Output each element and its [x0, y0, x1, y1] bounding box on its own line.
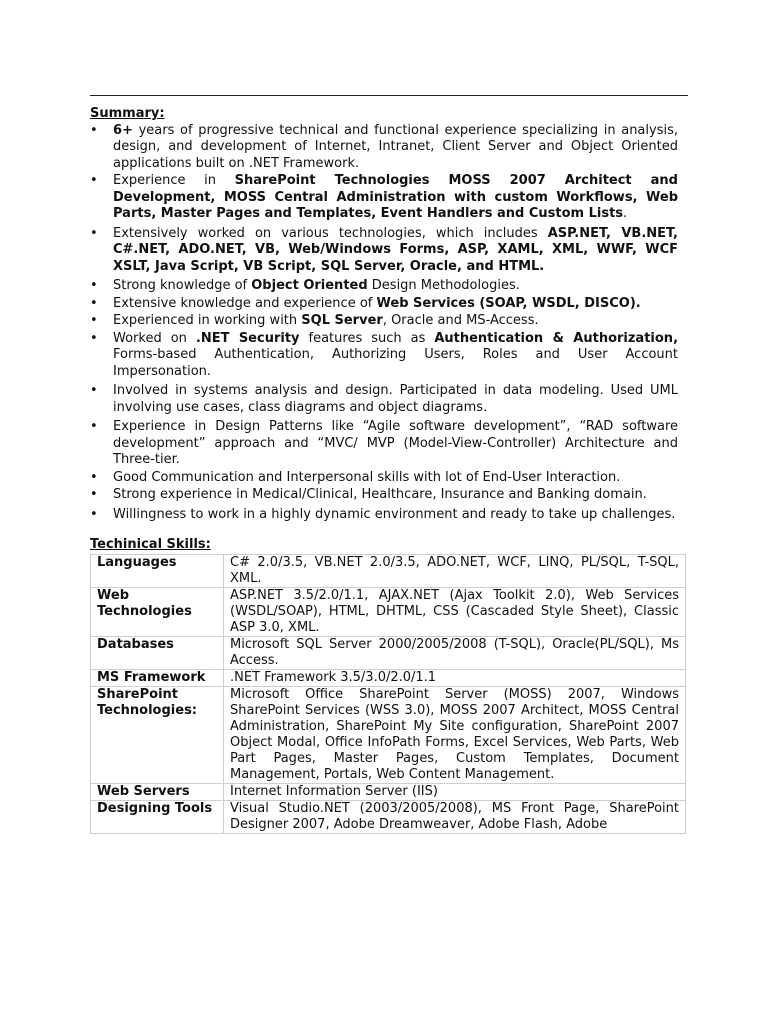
skills-row [91, 636, 686, 669]
skill-category: Designing Tools [91, 800, 224, 833]
skill-value: Microsoft SQL Server 2000/2005/2008 (T-SQL), Oracle(PL/SQL), Ms Access. [224, 636, 686, 669]
summary-text-bold: Object Oriented [251, 278, 368, 293]
skills-table [90, 554, 686, 834]
skills-row [91, 554, 686, 587]
skill-category: Languages [91, 554, 224, 587]
summary-item [90, 507, 678, 524]
skill-category: SharePoint Technologies: [91, 686, 224, 783]
summary-text: Extensively worked on various technologies, which includes [113, 225, 548, 241]
summary-text: Experience in [113, 173, 235, 188]
resume-content [90, 106, 678, 834]
summary-text: Extensive knowledge and experience of [113, 295, 377, 311]
skills-row [91, 800, 686, 833]
summary-text-bold: Authentication & Authorization, [434, 330, 679, 346]
summary-text-bold: Web Services (SOAP, WSDL, DISCO). [376, 295, 641, 311]
skill-value: C# 2.0/3.5, VB.NET 2.0/3.5, ADO.NET, WCF, LINQ, PL/SQL, T-SQL, XML. [224, 554, 686, 587]
skill-category: Web Servers [91, 783, 224, 800]
summary-item [90, 123, 678, 173]
summary-text: features such as [299, 330, 435, 346]
summary-text: Strong experience in Medical/Clinical, Healthcare, Insurance and Banking domain. [113, 487, 647, 502]
skills-row [91, 783, 686, 800]
summary-item [90, 487, 678, 504]
skill-value: Microsoft Office SharePoint Server (MOSS) 2007, Windows SharePoint Services (WSS 3.0), MOSS 2007 Architect, MOSS Central Administration, SharePoint My Site configuration, SharePoint 2007 Object Modal, Office InfoPath Forms, Excel Services, Web Parts, Web Part Pages, Master Pages, Custom Templates, Document Management, Portals, Web Content Management. [224, 686, 686, 783]
header-divider [90, 95, 688, 96]
summary-text: Experienced in working with [113, 313, 302, 328]
summary-item [90, 173, 678, 223]
summary-item [90, 313, 678, 330]
skills-row [91, 669, 686, 686]
skill-value: .NET Framework 3.5/3.0/2.0/1.1 [224, 669, 686, 686]
summary-text: . [623, 206, 628, 221]
summary-item [90, 226, 678, 276]
skill-category: Web Technologies [91, 587, 224, 636]
summary-text: years of progressive technical and functional experience specializing in analysis, design, and development of Internet, Intranet, Client Server and Object Oriented applications built on .NET Framework. [113, 122, 678, 171]
summary-text-bold: .NET Security [195, 330, 300, 346]
skill-value: ASP.NET 3.5/2.0/1.1, AJAX.NET (Ajax Toolkit 2.0), Web Services (WSDL/SOAP), HTML, DHTML, CSS (Cascaded Style Sheet), Classic ASP 3.0, XML. [224, 587, 686, 636]
summary-item [90, 296, 678, 313]
summary-text: , Oracle and MS-Access. [382, 313, 539, 328]
summary-item [90, 278, 678, 295]
summary-text: Strong knowledge of [113, 278, 252, 293]
summary-text: Good Communication and Interpersonal skills with lot of End-User Interaction. [113, 469, 621, 485]
skill-value: Visual Studio.NET (2003/2005/2008), MS Front Page, SharePoint Designer 2007, Adobe Dreamweaver, Adobe Flash, Adobe [224, 800, 686, 833]
summary-text: Experience in Design Patterns like “Agile software development”, “RAD software development” approach and “MVC/ MVP (Model-View-Controller) Architecture and Three-tier. [113, 419, 678, 467]
summary-item [90, 331, 678, 381]
summary-heading: Summary: [90, 106, 165, 121]
summary-item [90, 470, 678, 487]
skill-category: Databases [91, 636, 224, 669]
summary-text: Willingness to work in a highly dynamic environment and ready to take up challenges. [113, 506, 676, 522]
summary-item [90, 383, 678, 416]
skills-heading: Techinical Skills: [90, 537, 211, 552]
summary-text: Worked on [113, 330, 196, 346]
skills-row [91, 587, 686, 636]
summary-text-bold: ASP.NET, VB.NET, C#.NET, ADO.NET, VB, Web/Windows Forms, ASP, XAML, XML, WWF, WCF XSLT, Java Script, VB Script, SQL Server, Oracle, and HTML. [113, 225, 678, 274]
summary-item [90, 419, 678, 469]
summary-text: Design Methodologies. [367, 278, 520, 293]
summary-text: Involved in systems analysis and design. Participated in data modeling. Used UML involving use cases, class diagrams and object diagrams. [113, 383, 678, 415]
skills-row [91, 686, 686, 783]
summary-text-bold: SharePoint Technologies MOSS 2007 Architect and Development, MOSS Central Administration with custom Workflows, Web Parts, Master Pages and Templates, Event Handlers and Custom Lists [113, 173, 678, 221]
skill-category: MS Framework [91, 669, 224, 686]
summary-list [90, 123, 678, 524]
summary-text-bold: 6+ [113, 122, 133, 138]
skill-value: Internet Information Server (IIS) [224, 783, 686, 800]
summary-text: Forms-based Authentication, Authorizing Users, Roles and User Account Impersonation. [113, 347, 678, 379]
summary-text-bold: SQL Server [301, 313, 383, 328]
